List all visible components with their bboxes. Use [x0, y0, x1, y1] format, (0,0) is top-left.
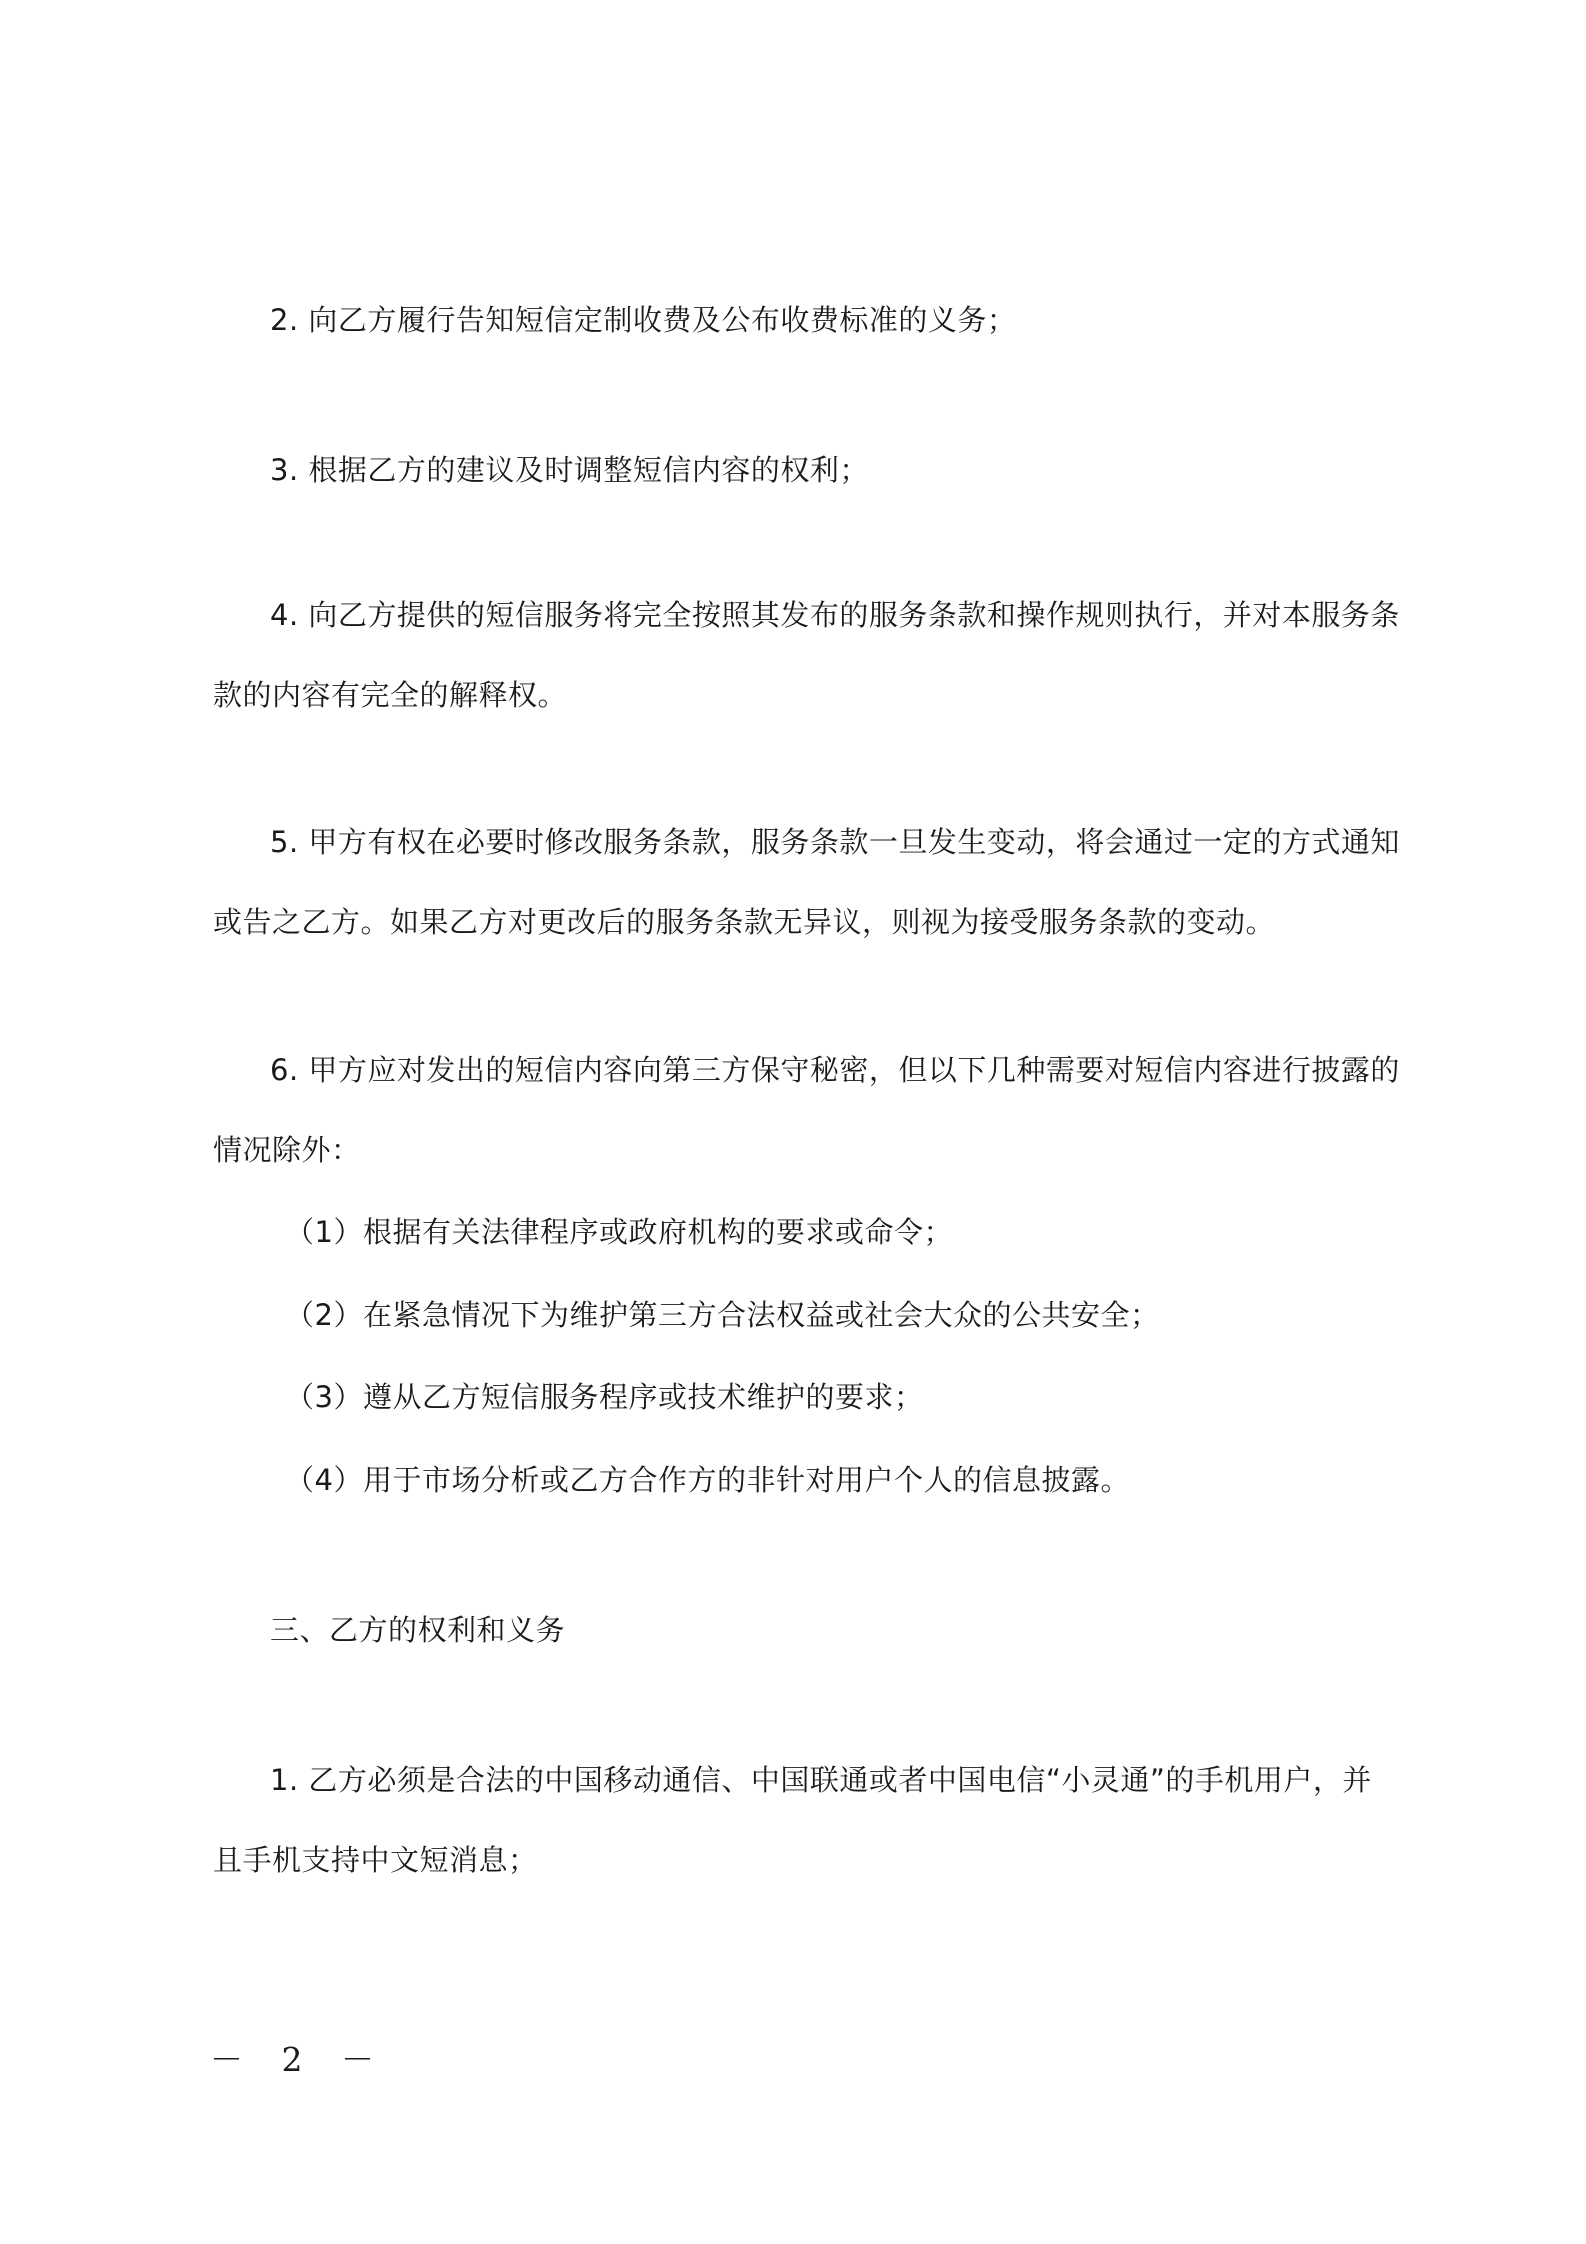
list-item-4: （4）用于市场分析或乙方合作方的非针对用户个人的信息披露。: [285, 1463, 1130, 1497]
list-item-2: （2）在紧急情况下为维护第三方合法权益或社会大众的公共安全；: [285, 1298, 1160, 1332]
paragraph-4-line-2: 款的内容有完全的解释权。: [213, 678, 568, 712]
list-item-1: （1）根据有关法律程序或政府机构的要求或命令；: [285, 1215, 953, 1249]
section-3-paragraph-1-line-1: 1. 乙方必须是合法的中国移动通信、中国联通或者中国电信“小灵通”的手机用户，并: [270, 1763, 1372, 1797]
paragraph-6-line-1: 6. 甲方应对发出的短信内容向第三方保守秘密，但以下几种需要对短信内容进行披露的: [270, 1053, 1400, 1087]
paragraph-5-line-2: 或告之乙方。如果乙方对更改后的服务条款无异议，则视为接受服务条款的变动。: [213, 905, 1276, 939]
page-number: － 2 －: [210, 2040, 388, 2079]
paragraph-6-line-2: 情况除外：: [213, 1133, 361, 1167]
paragraph-5-line-1: 5. 甲方有权在必要时修改服务条款，服务条款一旦发生变动，将会通过一定的方式通知: [270, 825, 1400, 859]
paragraph-4-line-1: 4. 向乙方提供的短信服务将完全按照其发布的服务条款和操作规则执行，并对本服务条: [270, 598, 1400, 632]
list-item-3: （3）遵从乙方短信服务程序或技术维护的要求；: [285, 1380, 924, 1414]
section-3-paragraph-1-line-2: 且手机支持中文短消息；: [213, 1843, 538, 1877]
paragraph-2: 2. 向乙方履行告知短信定制收费及公布收费标准的义务；: [270, 303, 1017, 337]
paragraph-3: 3. 根据乙方的建议及时调整短信内容的权利；: [270, 453, 869, 487]
section-heading-3: 三、乙方的权利和义务: [270, 1613, 566, 1647]
